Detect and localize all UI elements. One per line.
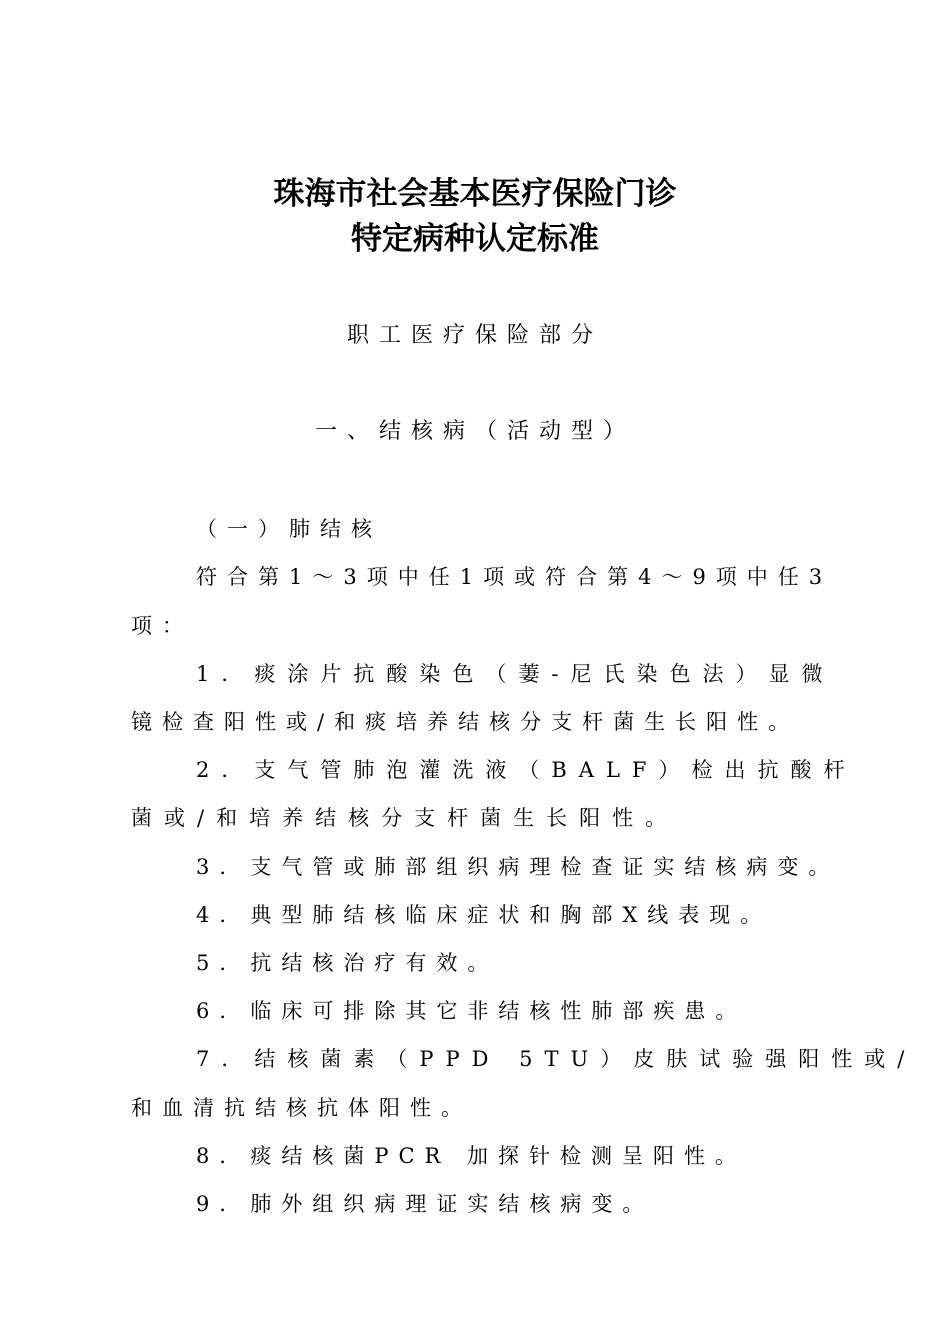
criterion-2-line-1: 2．支气管肺泡灌洗液（BALF）检出抗酸杆 — [196, 758, 857, 782]
criterion-7-line-1: 7．结核菌素（PPD 5TU）皮肤试验强阳性或/ — [196, 1047, 917, 1071]
criterion-6: 6．临床可排除其它非结核性肺部疾患。 — [196, 999, 747, 1023]
document-title-line-2: 特定病种认定标准 — [351, 221, 599, 257]
criterion-1-line-2: 镜检查阳性或/和痰培养结核分支杆菌生长阳性。 — [131, 710, 800, 734]
criterion-8: 8．痰结核菌PCR 加探针检测呈阳性。 — [196, 1144, 747, 1168]
criterion-2-line-2: 菌或/和培养结核分支杆菌生长阳性。 — [131, 806, 679, 830]
intro-line-2: 项： — [131, 614, 193, 638]
criterion-7-line-2: 和血清抗结核抗体阳性。 — [131, 1096, 472, 1120]
criterion-5: 5．抗结核治疗有效。 — [196, 951, 499, 975]
criterion-4: 4．典型肺结核临床症状和胸部X线表现。 — [196, 903, 772, 927]
criterion-1-line-1: 1．痰涂片抗酸染色（萋-尼氏染色法）显微 — [196, 662, 835, 686]
intro-line-1: 符合第1～3项中任1项或符合第4～9项中任3 — [196, 565, 833, 589]
criterion-9: 9．肺外组织病理证实结核病变。 — [196, 1192, 654, 1216]
section-heading: 一、结核病（活动型） — [314, 419, 635, 444]
document-title-line-1: 珠海市社会基本医疗保险门诊 — [273, 176, 677, 212]
criterion-3: 3．支气管或肺部组织病理检查证实结核病变。 — [196, 855, 840, 879]
subsection-heading: （一）肺结核 — [196, 517, 382, 541]
document-subtitle: 职工医疗保险部分 — [346, 323, 603, 348]
